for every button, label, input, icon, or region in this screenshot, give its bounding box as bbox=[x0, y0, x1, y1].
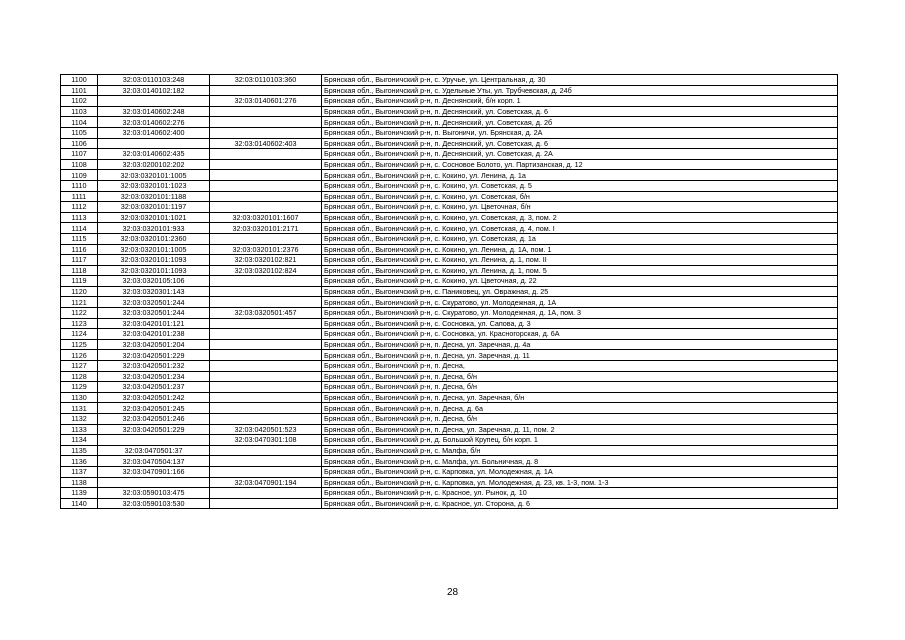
address-cell: Брянская обл., Выгоничский р-н, с. Кокино, ул. Ленина, д. 1, пом. II bbox=[322, 255, 838, 266]
property-registry-table bbox=[60, 74, 838, 509]
row-number-cell: 1111 bbox=[61, 191, 98, 202]
row-number-cell: 1120 bbox=[61, 286, 98, 297]
table-row bbox=[61, 96, 838, 107]
address-cell: Брянская обл., Выгоничский р-н, п. Десна, ул. Заречная, д. 11, пом. 2 bbox=[322, 424, 838, 435]
cadastral-number-cell bbox=[98, 477, 210, 488]
room-cadastral-number-cell: 32:03:0110103:360 bbox=[210, 75, 322, 86]
table-row bbox=[61, 382, 838, 393]
cadastral-number-cell: 32:03:0320101:1023 bbox=[98, 180, 210, 191]
row-number-cell: 1110 bbox=[61, 180, 98, 191]
room-cadastral-number-cell bbox=[210, 85, 322, 96]
table-row bbox=[61, 149, 838, 160]
room-cadastral-number-cell: 32:03:0320501:457 bbox=[210, 308, 322, 319]
row-number-cell: 1109 bbox=[61, 170, 98, 181]
cadastral-number-cell: 32:03:0320105:106 bbox=[98, 276, 210, 287]
address-cell: Брянская обл., Выгоничский р-н, с. Карповка, ул. Молодежная, д. 1А bbox=[322, 466, 838, 477]
cadastral-number-cell: 32:03:0140602:276 bbox=[98, 117, 210, 128]
table-row bbox=[61, 329, 838, 340]
room-cadastral-number-cell bbox=[210, 117, 322, 128]
table-body bbox=[61, 75, 838, 509]
address-cell: Брянская обл., Выгоничский р-н, п. Десна, д. 6а bbox=[322, 403, 838, 414]
address-cell: Брянская обл., Выгоничский р-н, с. Малфа, ул. Больничная, д. 8 bbox=[322, 456, 838, 467]
cadastral-number-cell: 32:03:0320501:244 bbox=[98, 297, 210, 308]
address-cell: Брянская обл., Выгоничский р-н, с. Скуратово, ул. Молодежная, д. 1А bbox=[322, 297, 838, 308]
room-cadastral-number-cell: 32:03:0470901:194 bbox=[210, 477, 322, 488]
cadastral-number-cell: 32:03:0320101:2360 bbox=[98, 233, 210, 244]
cadastral-number-cell: 32:03:0140602:248 bbox=[98, 106, 210, 117]
address-cell: Брянская обл., Выгоничский р-н, с. Кокино, ул. Цветочная, д. 22 bbox=[322, 276, 838, 287]
row-number-cell: 1115 bbox=[61, 233, 98, 244]
table-row bbox=[61, 403, 838, 414]
cadastral-number-cell: 32:03:0320301:143 bbox=[98, 286, 210, 297]
cadastral-number-cell: 32:03:0140102:182 bbox=[98, 85, 210, 96]
row-number-cell: 1126 bbox=[61, 350, 98, 361]
room-cadastral-number-cell bbox=[210, 233, 322, 244]
row-number-cell: 1132 bbox=[61, 414, 98, 425]
address-cell: Брянская обл., Выгоничский р-н, п. Деснянский, ул. Советская, д. 2б bbox=[322, 117, 838, 128]
room-cadastral-number-cell bbox=[210, 276, 322, 287]
cadastral-number-cell: 32:03:0320101:1093 bbox=[98, 255, 210, 266]
row-number-cell: 1127 bbox=[61, 361, 98, 372]
room-cadastral-number-cell bbox=[210, 159, 322, 170]
address-cell: Брянская обл., Выгоничский р-н, с. Кокино, ул. Ленина, д. 1а bbox=[322, 170, 838, 181]
table-row bbox=[61, 180, 838, 191]
table-row bbox=[61, 414, 838, 425]
table-row bbox=[61, 255, 838, 266]
room-cadastral-number-cell bbox=[210, 286, 322, 297]
cadastral-number-cell: 32:03:0420501:237 bbox=[98, 382, 210, 393]
table-row bbox=[61, 286, 838, 297]
row-number-cell: 1106 bbox=[61, 138, 98, 149]
cadastral-number-cell: 32:03:0420501:204 bbox=[98, 339, 210, 350]
address-cell: Брянская обл., Выгоничский р-н, с. Паниковец, ул. Овражная, д. 25 bbox=[322, 286, 838, 297]
table-row bbox=[61, 498, 838, 509]
room-cadastral-number-cell bbox=[210, 488, 322, 499]
cadastral-number-cell: 32:03:0420501:242 bbox=[98, 392, 210, 403]
cadastral-number-cell: 32:03:0320101:1005 bbox=[98, 244, 210, 255]
address-cell: Брянская обл., Выгоничский р-н, с. Сосновка, ул. Красногорская, д. 6А bbox=[322, 329, 838, 340]
room-cadastral-number-cell: 32:03:0420501:523 bbox=[210, 424, 322, 435]
address-cell: Брянская обл., Выгоничский р-н, с. Уручье, ул. Центральная, д. 30 bbox=[322, 75, 838, 86]
table-row bbox=[61, 85, 838, 96]
cadastral-number-cell: 32:03:0420501:229 bbox=[98, 350, 210, 361]
row-number-cell: 1121 bbox=[61, 297, 98, 308]
row-number-cell: 1124 bbox=[61, 329, 98, 340]
room-cadastral-number-cell bbox=[210, 414, 322, 425]
table-row bbox=[61, 488, 838, 499]
table-row bbox=[61, 371, 838, 382]
cadastral-number-cell: 32:03:0110103:248 bbox=[98, 75, 210, 86]
cadastral-number-cell bbox=[98, 435, 210, 446]
address-cell: Брянская обл., Выгоничский р-н, с. Кокино, ул. Советская, б/н bbox=[322, 191, 838, 202]
address-cell: Брянская обл., Выгоничский р-н, п. Десна, bbox=[322, 361, 838, 372]
cadastral-number-cell: 32:03:0420501:234 bbox=[98, 371, 210, 382]
room-cadastral-number-cell bbox=[210, 106, 322, 117]
page-number: 28 bbox=[446, 587, 459, 598]
row-number-cell: 1129 bbox=[61, 382, 98, 393]
row-number-cell: 1104 bbox=[61, 117, 98, 128]
room-cadastral-number-cell bbox=[210, 149, 322, 160]
address-cell: Брянская обл., Выгоничский р-н, с. Кокино, ул. Цветочная, б/н bbox=[322, 202, 838, 213]
cadastral-number-cell: 32:03:0590103:530 bbox=[98, 498, 210, 509]
room-cadastral-number-cell bbox=[210, 350, 322, 361]
table-row bbox=[61, 308, 838, 319]
address-cell: Брянская обл., Выгоничский р-н, с. Кокино, ул. Советская, д. 3, пом. 2 bbox=[322, 212, 838, 223]
row-number-cell: 1136 bbox=[61, 456, 98, 467]
address-cell: Брянская обл., Выгоничский р-н, с. Красное, ул. Сторона, д. 6 bbox=[322, 498, 838, 509]
room-cadastral-number-cell: 32:03:0320102:821 bbox=[210, 255, 322, 266]
table-row bbox=[61, 435, 838, 446]
cadastral-number-cell bbox=[98, 138, 210, 149]
table-row bbox=[61, 297, 838, 308]
cadastral-number-cell: 32:03:0420101:121 bbox=[98, 318, 210, 329]
room-cadastral-number-cell: 32:03:0140601:276 bbox=[210, 96, 322, 107]
table-row bbox=[61, 117, 838, 128]
room-cadastral-number-cell bbox=[210, 392, 322, 403]
table-row bbox=[61, 138, 838, 149]
address-cell: Брянская обл., Выгоничский р-н, с. Карповка, ул. Молодежная, д. 23, кв. 1-3, пом. 1-3 bbox=[322, 477, 838, 488]
room-cadastral-number-cell bbox=[210, 318, 322, 329]
address-cell: Брянская обл., Выгоничский р-н, с. Кокино, ул. Советская, д. 4, пом. I bbox=[322, 223, 838, 234]
table-row bbox=[61, 127, 838, 138]
room-cadastral-number-cell bbox=[210, 202, 322, 213]
room-cadastral-number-cell bbox=[210, 180, 322, 191]
address-cell: Брянская обл., Выгоничский р-н, п. Десна, б/н bbox=[322, 371, 838, 382]
table-row bbox=[61, 106, 838, 117]
table-row bbox=[61, 265, 838, 276]
row-number-cell: 1123 bbox=[61, 318, 98, 329]
cadastral-number-cell: 32:03:0470501:37 bbox=[98, 445, 210, 456]
cadastral-number-cell: 32:03:0320101:933 bbox=[98, 223, 210, 234]
address-cell: Брянская обл., Выгоничский р-н, п. Выгоничи, ул. Брянская, д. 2А bbox=[322, 127, 838, 138]
row-number-cell: 1105 bbox=[61, 127, 98, 138]
address-cell: Брянская обл., Выгоничский р-н, п. Десна, ул. Заречная, д. 11 bbox=[322, 350, 838, 361]
room-cadastral-number-cell bbox=[210, 445, 322, 456]
row-number-cell: 1100 bbox=[61, 75, 98, 86]
cadastral-number-cell bbox=[98, 96, 210, 107]
room-cadastral-number-cell bbox=[210, 382, 322, 393]
address-cell: Брянская обл., Выгоничский р-н, п. Десна, б/н bbox=[322, 414, 838, 425]
row-number-cell: 1130 bbox=[61, 392, 98, 403]
row-number-cell: 1102 bbox=[61, 96, 98, 107]
row-number-cell: 1122 bbox=[61, 308, 98, 319]
cadastral-number-cell: 32:03:0420501:246 bbox=[98, 414, 210, 425]
cadastral-number-cell: 32:03:0320101:1197 bbox=[98, 202, 210, 213]
row-number-cell: 1103 bbox=[61, 106, 98, 117]
room-cadastral-number-cell: 32:03:0140602:403 bbox=[210, 138, 322, 149]
row-number-cell: 1107 bbox=[61, 149, 98, 160]
room-cadastral-number-cell: 32:03:0320101:2376 bbox=[210, 244, 322, 255]
row-number-cell: 1135 bbox=[61, 445, 98, 456]
table-row bbox=[61, 276, 838, 287]
table-row bbox=[61, 466, 838, 477]
cadastral-number-cell: 32:03:0140602:435 bbox=[98, 149, 210, 160]
address-cell: Брянская обл., Выгоничский р-н, п. Десна, б/н bbox=[322, 382, 838, 393]
cadastral-number-cell: 32:03:0420501:229 bbox=[98, 424, 210, 435]
address-cell: Брянская обл., Выгоничский р-н, с. Кокино, ул. Советская, д. 1а bbox=[322, 233, 838, 244]
table-row bbox=[61, 159, 838, 170]
table-row bbox=[61, 244, 838, 255]
address-cell: Брянская обл., Выгоничский р-н, с. Сосновое Болото, ул. Партизанская, д. 12 bbox=[322, 159, 838, 170]
row-number-cell: 1108 bbox=[61, 159, 98, 170]
room-cadastral-number-cell bbox=[210, 371, 322, 382]
table-row bbox=[61, 233, 838, 244]
table-row bbox=[61, 212, 838, 223]
room-cadastral-number-cell: 32:03:0320101:2171 bbox=[210, 223, 322, 234]
cadastral-number-cell: 32:03:0420501:245 bbox=[98, 403, 210, 414]
address-cell: Брянская обл., Выгоничский р-н, п. Деснянский, б/н корп. 1 bbox=[322, 96, 838, 107]
cadastral-number-cell: 32:03:0470901:166 bbox=[98, 466, 210, 477]
row-number-cell: 1139 bbox=[61, 488, 98, 499]
cadastral-number-cell: 32:03:0590103:475 bbox=[98, 488, 210, 499]
row-number-cell: 1140 bbox=[61, 498, 98, 509]
room-cadastral-number-cell bbox=[210, 498, 322, 509]
address-cell: Брянская обл., Выгоничский р-н, п. Деснянский, ул. Советская, д. 6 bbox=[322, 138, 838, 149]
cadastral-number-cell: 32:03:0320101:1005 bbox=[98, 170, 210, 181]
row-number-cell: 1113 bbox=[61, 212, 98, 223]
cadastral-number-cell: 32:03:0420101:238 bbox=[98, 329, 210, 340]
row-number-cell: 1137 bbox=[61, 466, 98, 477]
table-row bbox=[61, 339, 838, 350]
row-number-cell: 1131 bbox=[61, 403, 98, 414]
cadastral-number-cell: 32:03:0470504:137 bbox=[98, 456, 210, 467]
address-cell: Брянская обл., Выгоничский р-н, с. Малфа, б/н bbox=[322, 445, 838, 456]
room-cadastral-number-cell: 32:03:0320102:824 bbox=[210, 265, 322, 276]
row-number-cell: 1138 bbox=[61, 477, 98, 488]
table-row bbox=[61, 75, 838, 86]
address-cell: Брянская обл., Выгоничский р-н, с. Кокино, ул. Ленина, д. 1, пом. 5 bbox=[322, 265, 838, 276]
table-row bbox=[61, 170, 838, 181]
address-cell: Брянская обл., Выгоничский р-н, с. Кокино, ул. Ленина, д. 1А, пом. 1 bbox=[322, 244, 838, 255]
cadastral-number-cell: 32:03:0320101:1021 bbox=[98, 212, 210, 223]
table-row bbox=[61, 318, 838, 329]
room-cadastral-number-cell: 32:03:0320101:1607 bbox=[210, 212, 322, 223]
cadastral-number-cell: 32:03:0140602:400 bbox=[98, 127, 210, 138]
row-number-cell: 1117 bbox=[61, 255, 98, 266]
row-number-cell: 1134 bbox=[61, 435, 98, 446]
table-row bbox=[61, 445, 838, 456]
room-cadastral-number-cell bbox=[210, 329, 322, 340]
table-row bbox=[61, 223, 838, 234]
row-number-cell: 1112 bbox=[61, 202, 98, 213]
room-cadastral-number-cell: 32:03:0470301:108 bbox=[210, 435, 322, 446]
cadastral-number-cell: 32:03:0320101:1188 bbox=[98, 191, 210, 202]
room-cadastral-number-cell bbox=[210, 466, 322, 477]
table-row bbox=[61, 456, 838, 467]
table-row bbox=[61, 477, 838, 488]
table-row bbox=[61, 350, 838, 361]
row-number-cell: 1133 bbox=[61, 424, 98, 435]
room-cadastral-number-cell bbox=[210, 403, 322, 414]
address-cell: Брянская обл., Выгоничский р-н, п. Десна, ул. Заречная, д. 4а bbox=[322, 339, 838, 350]
row-number-cell: 1128 bbox=[61, 371, 98, 382]
table-row bbox=[61, 424, 838, 435]
table-row bbox=[61, 361, 838, 372]
cadastral-number-cell: 32:03:0200102:202 bbox=[98, 159, 210, 170]
table-row bbox=[61, 392, 838, 403]
row-number-cell: 1125 bbox=[61, 339, 98, 350]
row-number-cell: 1118 bbox=[61, 265, 98, 276]
address-cell: Брянская обл., Выгоничский р-н, с. Удельные Уты, ул. Трубчевская, д. 24б bbox=[322, 85, 838, 96]
table-row bbox=[61, 202, 838, 213]
room-cadastral-number-cell bbox=[210, 339, 322, 350]
cadastral-number-cell: 32:03:0320501:244 bbox=[98, 308, 210, 319]
room-cadastral-number-cell bbox=[210, 297, 322, 308]
address-cell: Брянская обл., Выгоничский р-н, п. Деснянский, ул. Советская, д. 2А bbox=[322, 149, 838, 160]
room-cadastral-number-cell bbox=[210, 361, 322, 372]
room-cadastral-number-cell bbox=[210, 170, 322, 181]
row-number-cell: 1116 bbox=[61, 244, 98, 255]
cadastral-number-cell: 32:03:0320101:1093 bbox=[98, 265, 210, 276]
row-number-cell: 1119 bbox=[61, 276, 98, 287]
room-cadastral-number-cell bbox=[210, 456, 322, 467]
row-number-cell: 1101 bbox=[61, 85, 98, 96]
row-number-cell: 1114 bbox=[61, 223, 98, 234]
cadastral-number-cell: 32:03:0420501:232 bbox=[98, 361, 210, 372]
address-cell: Брянская обл., Выгоничский р-н, п. Деснянский, ул. Советская, д. 6 bbox=[322, 106, 838, 117]
address-cell: Брянская обл., Выгоничский р-н, с. Сосновка, ул. Сапова, д. 3 bbox=[322, 318, 838, 329]
address-cell: Брянская обл., Выгоничский р-н, с. Красное, ул. Рынок, д. 10 bbox=[322, 488, 838, 499]
room-cadastral-number-cell bbox=[210, 127, 322, 138]
table-row bbox=[61, 191, 838, 202]
address-cell: Брянская обл., Выгоничский р-н, п. Десна, ул. Заречная, б/н bbox=[322, 392, 838, 403]
address-cell: Брянская обл., Выгоничский р-н, с. Скуратово, ул. Молодежная, д. 1А, пом. 3 bbox=[322, 308, 838, 319]
room-cadastral-number-cell bbox=[210, 191, 322, 202]
address-cell: Брянская обл., Выгоничский р-н, д. Большой Крупец, б/н корп. 1 bbox=[322, 435, 838, 446]
address-cell: Брянская обл., Выгоничский р-н, с. Кокино, ул. Советская, д. 5 bbox=[322, 180, 838, 191]
